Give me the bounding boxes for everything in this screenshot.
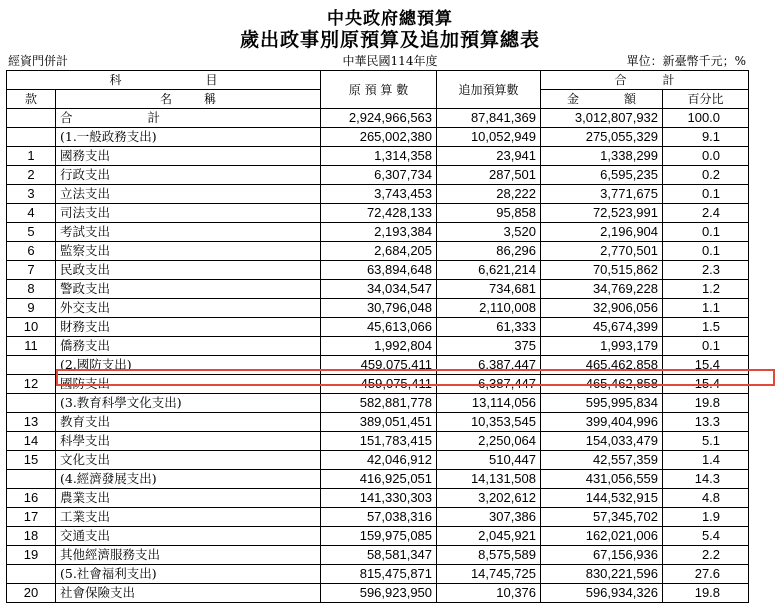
original-budget-header: 原 預 算 數 <box>321 71 437 109</box>
additional-budget-cell: 2,110,008 <box>437 299 541 318</box>
amount-cell: 3,012,807,932 <box>541 109 663 128</box>
name-cell: (3.教育科學文化支出) <box>56 394 321 413</box>
additional-budget-cell: 287,501 <box>437 166 541 185</box>
additional-budget-cell: 86,296 <box>437 242 541 261</box>
percent-cell: 2.4 <box>663 204 749 223</box>
kuan-cell: 10 <box>7 318 56 337</box>
additional-budget-cell: 14,745,725 <box>437 565 541 584</box>
table-row <box>7 432 749 451</box>
original-budget-cell: 58,581,347 <box>321 546 437 565</box>
original-budget-cell: 1,314,358 <box>321 147 437 166</box>
additional-budget-cell: 10,376 <box>437 584 541 603</box>
original-budget-cell: 2,193,384 <box>321 223 437 242</box>
table-body <box>7 109 749 603</box>
amount-cell: 162,021,006 <box>541 527 663 546</box>
kuan-cell: 1 <box>7 147 56 166</box>
percent-cell: 0.2 <box>663 166 749 185</box>
percent-cell: 0.1 <box>663 337 749 356</box>
original-budget-cell: 151,783,415 <box>321 432 437 451</box>
original-budget-cell: 459,075,411 <box>321 375 437 394</box>
original-budget-cell: 6,307,734 <box>321 166 437 185</box>
amount-cell: 275,055,329 <box>541 128 663 147</box>
amount-cell: 34,769,228 <box>541 280 663 299</box>
percent-cell: 1.4 <box>663 451 749 470</box>
table-row <box>7 261 749 280</box>
table-row <box>7 299 749 318</box>
original-budget-cell: 1,992,804 <box>321 337 437 356</box>
name-cell: 立法支出 <box>56 185 321 204</box>
table-row <box>7 185 749 204</box>
subject-header: 科 目 <box>7 71 321 90</box>
document-subtitle: 歲出政事別原預算及追加預算總表 <box>239 29 540 51</box>
name-cell: 農業支出 <box>56 489 321 508</box>
original-budget-cell: 42,046,912 <box>321 451 437 470</box>
original-budget-cell: 459,075,411 <box>321 356 437 375</box>
percent-cell: 27.6 <box>663 565 749 584</box>
name-cell: 監察支出 <box>56 242 321 261</box>
name-cell: 國防支出 <box>56 375 321 394</box>
percent-cell: 1.2 <box>663 280 749 299</box>
name-cell: (2.國防支出) <box>56 356 321 375</box>
name-cell: 科學支出 <box>56 432 321 451</box>
name-cell: (4.經濟發展支出) <box>56 470 321 489</box>
name-cell: 僑務支出 <box>56 337 321 356</box>
percent-cell: 2.3 <box>663 261 749 280</box>
original-budget-cell: 141,330,303 <box>321 489 437 508</box>
kuan-cell: 11 <box>7 337 56 356</box>
table-row <box>7 394 749 413</box>
additional-budget-cell: 10,353,545 <box>437 413 541 432</box>
additional-budget-cell: 3,202,612 <box>437 489 541 508</box>
additional-budget-cell: 28,222 <box>437 185 541 204</box>
table-row <box>7 147 749 166</box>
table-row <box>7 470 749 489</box>
name-cell: 交通支出 <box>56 527 321 546</box>
kuan-cell: 18 <box>7 527 56 546</box>
kuan-cell: 8 <box>7 280 56 299</box>
amount-cell: 6,595,235 <box>541 166 663 185</box>
name-cell: 合 計 <box>56 109 321 128</box>
original-budget-cell: 159,975,085 <box>321 527 437 546</box>
table-row <box>7 318 749 337</box>
percent-cell: 13.3 <box>663 413 749 432</box>
kuan-cell: 7 <box>7 261 56 280</box>
name-header: 名 稱 <box>56 90 321 109</box>
percent-cell: 4.8 <box>663 489 749 508</box>
kuan-cell <box>7 109 56 128</box>
amount-cell: 595,995,834 <box>541 394 663 413</box>
scope-label: 經資門併計 <box>8 54 69 68</box>
original-budget-cell: 3,743,453 <box>321 185 437 204</box>
additional-budget-cell: 10,052,949 <box>437 128 541 147</box>
original-budget-cell: 72,428,133 <box>321 204 437 223</box>
table-row <box>7 356 749 375</box>
kuan-cell <box>7 470 56 489</box>
original-budget-cell: 416,925,051 <box>321 470 437 489</box>
table-header <box>7 71 749 109</box>
table-row <box>7 128 749 147</box>
kuan-cell: 9 <box>7 299 56 318</box>
additional-budget-cell: 2,250,064 <box>437 432 541 451</box>
amount-cell: 596,934,326 <box>541 584 663 603</box>
amount-header: 金 額 <box>541 90 663 109</box>
original-budget-cell: 815,475,871 <box>321 565 437 584</box>
kuan-cell: 2 <box>7 166 56 185</box>
percent-cell: 5.4 <box>663 527 749 546</box>
additional-budget-cell: 6,387,447 <box>437 375 541 394</box>
percent-header: 百分比 <box>663 90 749 109</box>
kuan-cell: 17 <box>7 508 56 527</box>
name-cell: 警政支出 <box>56 280 321 299</box>
amount-cell: 70,515,862 <box>541 261 663 280</box>
amount-cell: 399,404,996 <box>541 413 663 432</box>
total-header: 合 計 <box>541 71 749 90</box>
name-cell: 外交支出 <box>56 299 321 318</box>
name-cell: 教育支出 <box>56 413 321 432</box>
percent-cell: 0.1 <box>663 185 749 204</box>
percent-cell: 1.9 <box>663 508 749 527</box>
amount-cell: 42,557,359 <box>541 451 663 470</box>
additional-budget-cell: 6,621,214 <box>437 261 541 280</box>
amount-cell: 830,221,596 <box>541 565 663 584</box>
original-budget-cell: 582,881,778 <box>321 394 437 413</box>
additional-budget-header: 追加預算數 <box>437 71 541 109</box>
amount-cell: 3,771,675 <box>541 185 663 204</box>
table-row <box>7 413 749 432</box>
table-row <box>7 489 749 508</box>
table-row <box>7 280 749 299</box>
name-cell: 其他經濟服務支出 <box>56 546 321 565</box>
additional-budget-cell: 95,858 <box>437 204 541 223</box>
document-title: 中央政府總預算 <box>327 9 453 29</box>
percent-cell: 5.1 <box>663 432 749 451</box>
percent-cell: 14.3 <box>663 470 749 489</box>
table-row <box>7 337 749 356</box>
additional-budget-cell: 6,387,447 <box>437 356 541 375</box>
table-row <box>7 223 749 242</box>
table-row <box>7 584 749 603</box>
table-row <box>7 204 749 223</box>
amount-cell: 45,674,399 <box>541 318 663 337</box>
amount-cell: 465,462,858 <box>541 375 663 394</box>
name-cell: 社會保險支出 <box>56 584 321 603</box>
percent-cell: 0.1 <box>663 242 749 261</box>
kuan-cell: 13 <box>7 413 56 432</box>
amount-cell: 154,033,479 <box>541 432 663 451</box>
original-budget-cell: 389,051,451 <box>321 413 437 432</box>
original-budget-cell: 2,924,966,563 <box>321 109 437 128</box>
amount-cell: 144,532,915 <box>541 489 663 508</box>
percent-cell: 1.5 <box>663 318 749 337</box>
original-budget-cell: 596,923,950 <box>321 584 437 603</box>
kuan-cell: 12 <box>7 375 56 394</box>
kuan-cell <box>7 394 56 413</box>
unit-label: 單位：新臺幣千元；% <box>626 54 746 68</box>
additional-budget-cell: 375 <box>437 337 541 356</box>
additional-budget-cell: 8,575,589 <box>437 546 541 565</box>
name-cell: 司法支出 <box>56 204 321 223</box>
percent-cell: 19.8 <box>663 584 749 603</box>
kuan-cell: 6 <box>7 242 56 261</box>
additional-budget-cell: 307,386 <box>437 508 541 527</box>
name-cell: (1.一般政務支出) <box>56 128 321 147</box>
name-cell: 行政支出 <box>56 166 321 185</box>
percent-cell: 15.4 <box>663 375 749 394</box>
percent-cell: 100.0 <box>663 109 749 128</box>
table-row <box>7 242 749 261</box>
kuan-cell: 5 <box>7 223 56 242</box>
additional-budget-cell: 14,131,508 <box>437 470 541 489</box>
original-budget-cell: 265,002,380 <box>321 128 437 147</box>
additional-budget-cell: 510,447 <box>437 451 541 470</box>
name-cell: 考試支出 <box>56 223 321 242</box>
additional-budget-cell: 2,045,921 <box>437 527 541 546</box>
amount-cell: 1,993,179 <box>541 337 663 356</box>
percent-cell: 0.0 <box>663 147 749 166</box>
amount-cell: 465,462,858 <box>541 356 663 375</box>
kuan-cell <box>7 356 56 375</box>
amount-cell: 67,156,936 <box>541 546 663 565</box>
amount-cell: 1,338,299 <box>541 147 663 166</box>
kuan-cell: 16 <box>7 489 56 508</box>
original-budget-cell: 45,613,066 <box>321 318 437 337</box>
kuan-cell <box>7 565 56 584</box>
percent-cell: 0.1 <box>663 223 749 242</box>
additional-budget-cell: 13,114,056 <box>437 394 541 413</box>
original-budget-cell: 57,038,316 <box>321 508 437 527</box>
percent-cell: 15.4 <box>663 356 749 375</box>
original-budget-cell: 34,034,547 <box>321 280 437 299</box>
kuan-cell: 14 <box>7 432 56 451</box>
original-budget-cell: 63,894,648 <box>321 261 437 280</box>
amount-cell: 57,345,702 <box>541 508 663 527</box>
name-cell: 財務支出 <box>56 318 321 337</box>
percent-cell: 1.1 <box>663 299 749 318</box>
percent-cell: 9.1 <box>663 128 749 147</box>
name-cell: 文化支出 <box>56 451 321 470</box>
kuan-header: 款 <box>7 90 56 109</box>
table-row <box>7 166 749 185</box>
amount-cell: 431,056,559 <box>541 470 663 489</box>
percent-cell: 2.2 <box>663 546 749 565</box>
name-cell: (5.社會福利支出) <box>56 565 321 584</box>
original-budget-cell: 2,684,205 <box>321 242 437 261</box>
table-row <box>7 565 749 584</box>
table-row <box>7 451 749 470</box>
additional-budget-cell: 87,841,369 <box>437 109 541 128</box>
kuan-cell: 3 <box>7 185 56 204</box>
fiscal-year-label: 中華民國114年度 <box>342 54 438 68</box>
kuan-cell: 15 <box>7 451 56 470</box>
amount-cell: 32,906,056 <box>541 299 663 318</box>
kuan-cell: 20 <box>7 584 56 603</box>
additional-budget-cell: 3,520 <box>437 223 541 242</box>
kuan-cell <box>7 128 56 147</box>
amount-cell: 2,770,501 <box>541 242 663 261</box>
table-row <box>7 109 749 128</box>
table-row <box>7 546 749 565</box>
percent-cell: 19.8 <box>663 394 749 413</box>
table-row <box>7 508 749 527</box>
amount-cell: 2,196,904 <box>541 223 663 242</box>
additional-budget-cell: 61,333 <box>437 318 541 337</box>
additional-budget-cell: 23,941 <box>437 147 541 166</box>
name-cell: 民政支出 <box>56 261 321 280</box>
kuan-cell: 19 <box>7 546 56 565</box>
amount-cell: 72,523,991 <box>541 204 663 223</box>
original-budget-cell: 30,796,048 <box>321 299 437 318</box>
table-row <box>7 375 749 394</box>
name-cell: 工業支出 <box>56 508 321 527</box>
table-row <box>7 527 749 546</box>
kuan-cell: 4 <box>7 204 56 223</box>
name-cell: 國務支出 <box>56 147 321 166</box>
additional-budget-cell: 734,681 <box>437 280 541 299</box>
budget-table <box>6 70 749 603</box>
